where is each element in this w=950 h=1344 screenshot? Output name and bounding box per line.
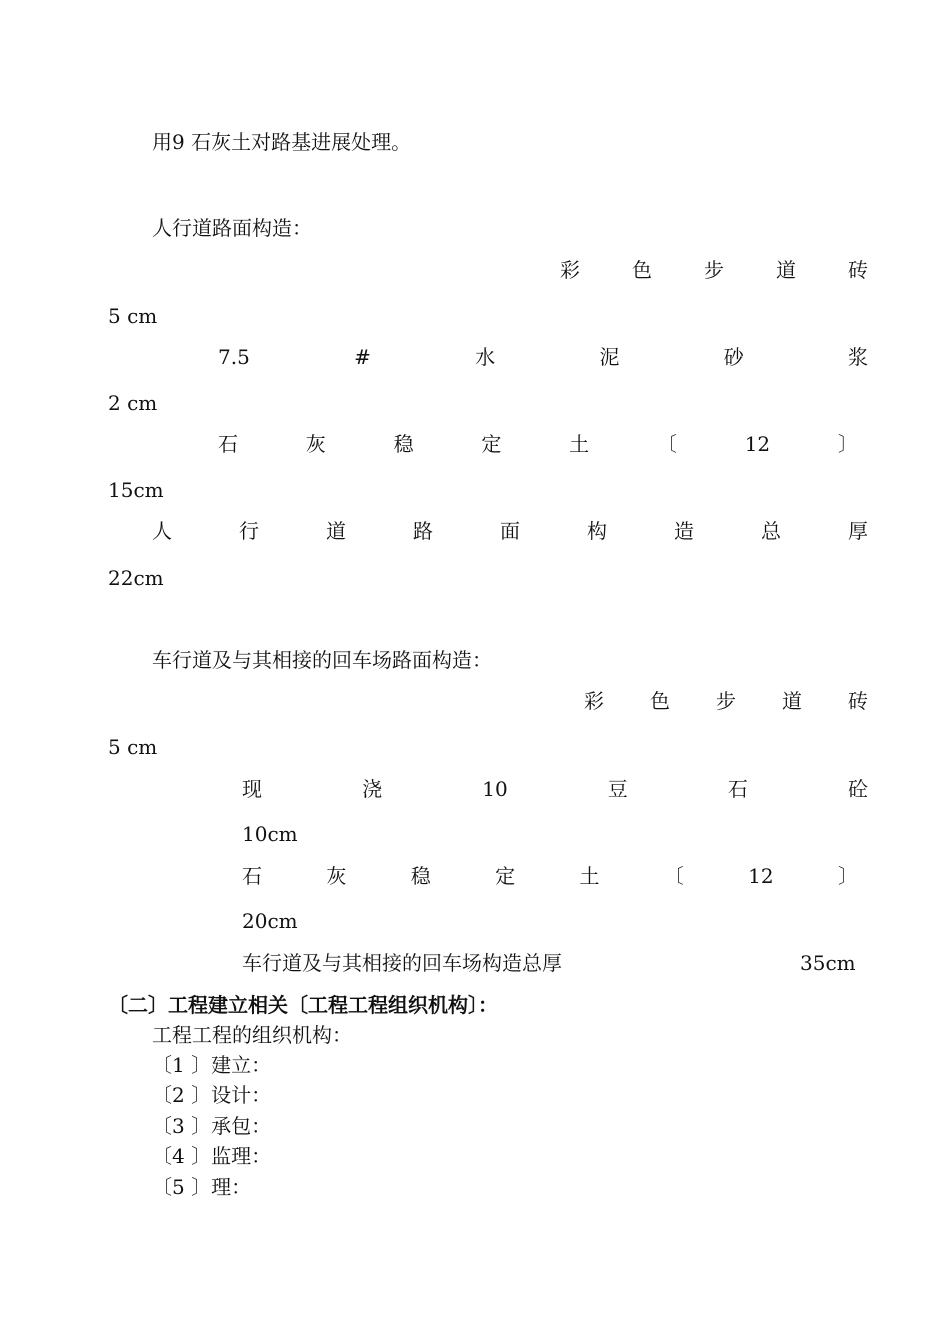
cell: 浇 xyxy=(362,777,383,801)
sidewalk-total-thickness: 22cm xyxy=(108,566,164,590)
sidewalk-layer2-thickness: 2 cm xyxy=(108,391,158,415)
roadway-layer3-thickness: 20cm xyxy=(242,909,298,933)
cell: 定 xyxy=(495,864,516,888)
cell: 行 xyxy=(239,519,259,543)
roadway-layer1 xyxy=(584,689,868,713)
cell: 〔 xyxy=(656,432,677,456)
cell: 土 xyxy=(569,432,590,456)
sidewalk-layer3 xyxy=(218,432,858,456)
cell: 7.5 xyxy=(218,345,250,369)
org-item: 〔4 〕监理： xyxy=(152,1144,272,1168)
roadway-total-thickness: 35cm xyxy=(800,951,856,975)
cell: 构 xyxy=(587,519,607,543)
cell: 砖 xyxy=(848,258,868,282)
cell: 土 xyxy=(579,864,600,888)
org-item: 〔1 〕建立： xyxy=(152,1053,272,1077)
sidewalk-layer3-thickness: 15cm xyxy=(108,478,164,502)
cell: 彩 xyxy=(584,689,604,713)
sidewalk-total xyxy=(152,519,868,543)
roadway-layer3 xyxy=(242,864,858,888)
cell: # xyxy=(354,345,371,369)
cell: 人 xyxy=(152,519,172,543)
cell: 浆 xyxy=(847,345,868,369)
cell: 砂 xyxy=(723,345,744,369)
section2-heading: 〔二〕工程建立相关〔工程工程组织机构〕： xyxy=(108,993,498,1017)
sidewalk-layer1 xyxy=(560,258,868,282)
cell: 12 xyxy=(744,432,771,456)
section2-subheading: 工程工程的组织机构： xyxy=(152,1023,352,1047)
cell: 面 xyxy=(500,519,520,543)
cell: 色 xyxy=(632,258,652,282)
roadway-layer1-thickness: 5 cm xyxy=(108,735,158,759)
cell: 道 xyxy=(776,258,796,282)
roadway-total-label: 车行道及与其相接的回车场构造总厚 xyxy=(242,951,562,975)
cell: 〔 xyxy=(663,864,684,888)
cell: 10 xyxy=(482,777,508,801)
intro-line: 用9 石灰土对路基进展处理。 xyxy=(152,130,412,154)
cell: 现 xyxy=(242,777,262,801)
org-item: 〔5 〕理： xyxy=(152,1175,252,1199)
cell: 彩 xyxy=(560,258,580,282)
cell: 稳 xyxy=(393,432,414,456)
cell: 灰 xyxy=(305,432,326,456)
cell: 厚 xyxy=(848,519,868,543)
cell: 石 xyxy=(218,432,238,456)
cell: 总 xyxy=(761,519,781,543)
org-item: 〔3 〕承包： xyxy=(152,1114,272,1138)
org-item: 〔2 〕设计： xyxy=(152,1083,272,1107)
cell: 石 xyxy=(242,864,262,888)
cell: 豆 xyxy=(607,777,628,801)
cell: 砖 xyxy=(848,689,868,713)
cell: 色 xyxy=(650,689,670,713)
roadway-heading: 车行道及与其相接的回车场路面构造： xyxy=(152,648,492,672)
cell: 12 xyxy=(748,864,774,888)
cell: 稳 xyxy=(410,864,431,888)
cell: 石 xyxy=(727,777,748,801)
roadway-layer2-thickness: 10cm xyxy=(242,822,298,846)
cell: 灰 xyxy=(326,864,347,888)
cell: 造 xyxy=(674,519,694,543)
cell: 道 xyxy=(326,519,346,543)
cell: 泥 xyxy=(599,345,620,369)
cell: 〕 xyxy=(837,432,858,456)
cell: 步 xyxy=(704,258,724,282)
cell: 砼 xyxy=(848,777,868,801)
cell: 步 xyxy=(716,689,736,713)
roadway-layer2 xyxy=(242,777,868,801)
sidewalk-layer1-thickness: 5 cm xyxy=(108,304,158,328)
cell: 水 xyxy=(475,345,496,369)
cell: 〕 xyxy=(837,864,858,888)
sidewalk-heading: 人行道路面构造： xyxy=(152,216,312,240)
cell: 道 xyxy=(782,689,802,713)
cell: 路 xyxy=(413,519,433,543)
sidewalk-layer2 xyxy=(218,345,868,369)
cell: 定 xyxy=(481,432,502,456)
